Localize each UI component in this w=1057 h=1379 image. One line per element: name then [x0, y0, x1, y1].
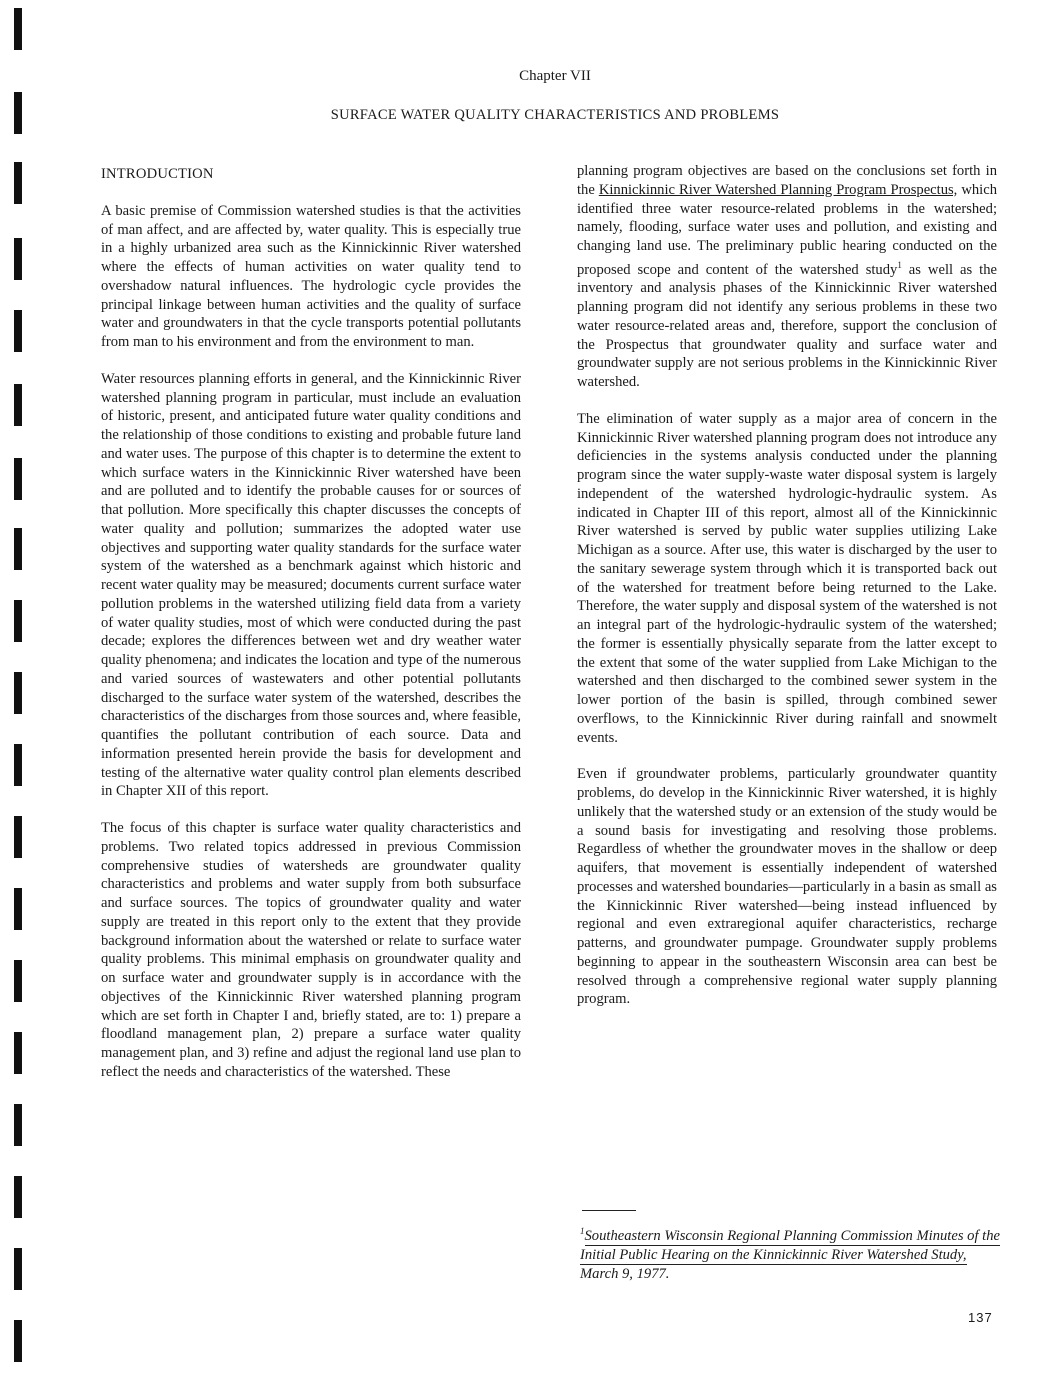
footnote-marker: 1 [580, 1226, 585, 1236]
paragraph: Water resources planning efforts in general, and the Kinnickinnic River watershed planning program in particular, must include an evaluation of historic, present, and anticipated future water quality conditions and the relationship of those conditions to existing and probable future land and water uses. The purpose of this chapter is to determine the extent to which surface waters in the Kinnickinnic River watershed have been and are polluted and to identify the probable causes for or sources of that pollution. More specifically this chapter discusses the concepts of water quality and pollution; summarizes the adopted water use objectives and supporting water quality standards for the surface water system of the watershed as a benchmark against which historic and recent water quality may be measured; documents current surface water pollution problems in the watershed utilizing field data from a variety of water quality studies, most of which were conducted during the past decade; explores the differences between wet and dry weather water quality phenomena; and indicates the location and type of the numerous and varied sources of wastewaters and other potential pollutants discharged to the surface water system of the watershed, describes the characteristics of the discharges from those sources and, where feasible, quantifies the pollutant contribution of each source. Data and information presented herein provide the basis for development and testing of the alternative water quality control plan elements described in Chapter XII of this report. [101, 370, 521, 800]
paragraph: The elimination of water supply as a major area of concern in the Kinnickinnic River watershed planning program does not introduce any deficiencies in the systems analysis conducted under the planning program since the water supply-waste water disposal system is largely independent of the watershed hydrologic-hydraulic system. As indicated in Chapter III of this report, almost all of the Kinnickinnic River watershed is served by public water supplies utilizing Lake Michigan as a source. After use, this water is discharged by the user to the sanitary sewerage system through which it is transported back out of the watershed for treatment before being returned to the Lake. Therefore, the water supply and disposal system of the watershed is not an integral part of the hydrologic-hydraulic system of the watershed; the former is essentially physically separate from the latter except to the extent that some of the water supplied from Lake Michigan to the watershed and then discharged to the combined sewer system in the lower portion of the basin is spilled, through combined sewer overflows, to the Kinnickinnic River during rainfall and snowmelt events. [577, 410, 997, 746]
binding-mark [14, 1320, 22, 1362]
binding-mark [14, 384, 22, 426]
binding-mark [14, 1176, 22, 1218]
chapter-label: Chapter VII [519, 68, 591, 84]
paragraph-text: which identified three water resource-related problems in the watershed; namely, flooding, surface water uses and pollution, and existing and changing land use. The preliminary public hearing conducted on the proposed scope and content of the watershed study [577, 181, 997, 278]
paragraph [577, 162, 997, 392]
paragraph: Even if groundwater problems, particularly groundwater quantity problems, do develop in the Kinnickinnic River watershed, it is highly unlikely that the watershed study or an extension of the study would be a sound basis for investigating and resolving those problems. Regardless of whether the groundwater moves in the shallow or deep aquifers, that movement is essentially independent of watershed processes and watershed boundaries—particularly in a basin as small as the Kinnickinnic River watershed—being instead influenced by regional and even extraregional aquifer characteristics, recharge patterns, and groundwater pumpage. Groundwater supply problems beginning to appear in the southeastern Wisconsin area can best be resolved through a comprehensive regional water supply planning program. [577, 766, 997, 1008]
footnote-citation: Southeastern Wisconsin Regional Planning Commission Minutes of the Initial Public Hearing on the Kinnickinnic River Watershed Study, [580, 1227, 1000, 1263]
binding-mark [14, 600, 22, 642]
paragraph-text: as well as the inventory and analysis phases of the Kinnickinnic River watershed planning program did not identify any serious problems in these two water resource-related areas and, therefore, support the conclusion of the Prospectus that groundwater quality and surface water and groundwater supply are not serious problems in the Kinnickinnic River watershed. [577, 261, 997, 391]
binding-mark [14, 672, 22, 714]
section-heading: INTRODUCTION [101, 166, 214, 182]
binding-mark [14, 960, 22, 1002]
page-number: 137 [968, 1310, 993, 1325]
right-column [577, 162, 997, 1027]
footnote-date: March 9, 1977. [580, 1265, 670, 1282]
chapter-title: SURFACE WATER QUALITY CHARACTERISTICS AND PROBLEMS [330, 107, 780, 123]
binding-mark [14, 238, 22, 280]
binding-mark [14, 744, 22, 786]
footnote-rule [582, 1210, 636, 1211]
binding-mark [14, 8, 22, 50]
paragraph: The focus of this chapter is surface water quality characteristics and problems. Two related topics addressed in previous Commission comprehensive studies of watersheds are groundwater quality characteristics and problems and water supply from both subsurface and surface sources. The topics of groundwater quality and water supply are treated in this report only to the extent that they provide background information about the watershed or relate to surface water quality problems. This minimal emphasis on groundwater quality and on surface water and groundwater supply is in accordance with the objectives of the Kinnickinnic River watershed planning program which are set forth in Chapter I and, briefly stated, are to: 1) prepare a floodland management plan, 2) prepare a surface water quality management plan, and 3) refine and adjust the regional land use plan to reflect the needs and characteristics of the watershed. These [101, 820, 521, 1080]
binding-mark [14, 310, 22, 352]
binding-mark [14, 1104, 22, 1146]
binding-mark [14, 1032, 22, 1074]
binding-mark [14, 458, 22, 500]
binding-mark [14, 816, 22, 858]
paragraph-text: planning program objectives are based on the conclusions set forth in the [577, 163, 997, 198]
left-column [101, 165, 521, 1100]
prospectus-title: Kinnickinnic River Watershed Planning Program Prospectus, [598, 181, 958, 198]
footnote [580, 1222, 1000, 1284]
binding-mark [14, 1248, 22, 1290]
binding-mark [14, 528, 22, 570]
paragraph: A basic premise of Commission watershed studies is that the activities of man affect, and are affected by, water quality. This is especially true in a highly urbanized area such as the Kinnickinnic River watershed where the effects of human activities on water quality tend to overshadow natural influences. The hydrologic cycle provides the principal linkage between human activities and the quality of surface water and groundwaters in that the cycle transports potential pollutants from man to his environment and from the environment to man. [101, 202, 521, 350]
footnote-ref: 1 [897, 259, 902, 270]
binding-mark [14, 888, 22, 930]
binding-mark [14, 162, 22, 204]
